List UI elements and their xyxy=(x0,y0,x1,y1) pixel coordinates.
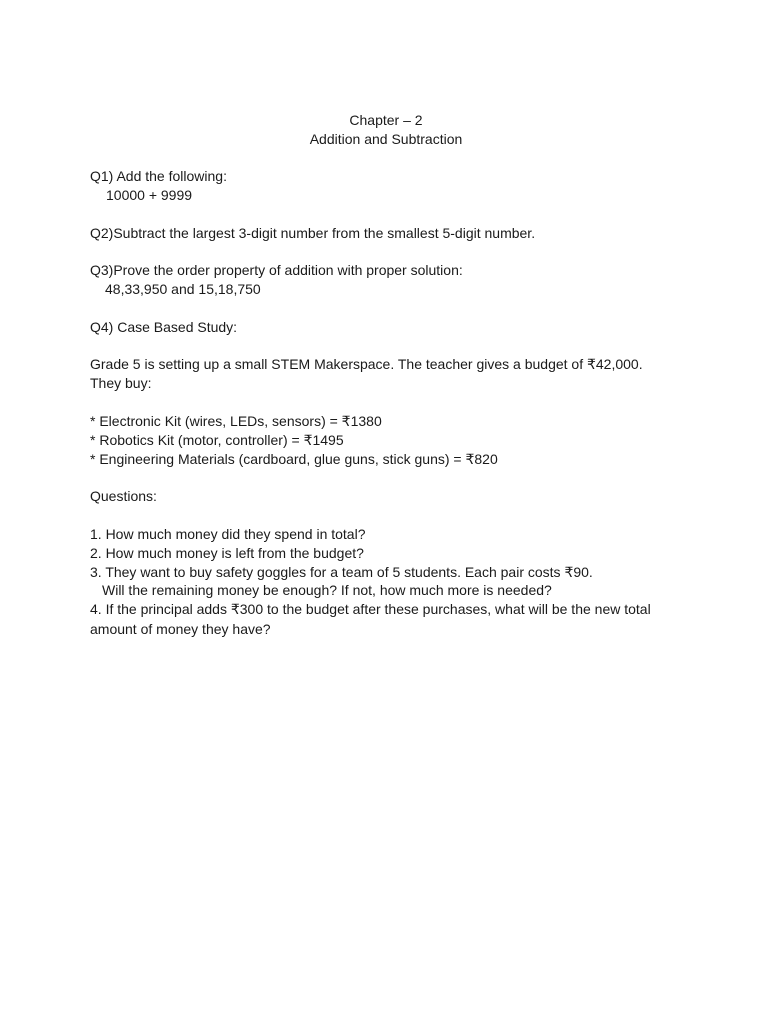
q4-intro-line-2: They buy: xyxy=(90,375,152,391)
q4-item: * Engineering Materials (cardboard, glue guns, stick guns) = ₹820 xyxy=(90,451,498,467)
q1-expression: 10000 + 9999 xyxy=(106,187,193,203)
question-line: 3. They want to buy safety goggles for a team of 5 students. Each pair costs ₹90. xyxy=(90,564,593,580)
q4-intro-line-1: Grade 5 is setting up a small STEM Makerspace. The teacher gives a budget of ₹42,000. xyxy=(90,356,643,372)
chapter-number: Chapter – 2 xyxy=(349,112,423,128)
question-line: 4. If the principal adds ₹300 to the budget after these purchases, what will be the new total xyxy=(90,601,651,617)
chapter-title: Addition and Subtraction xyxy=(309,131,463,147)
question-line-continued: amount of money they have? xyxy=(90,621,271,637)
q2-prompt: Q2)Subtract the largest 3-digit number from the smallest 5-digit number. xyxy=(90,225,536,241)
question-line-continued: Will the remaining money be enough? If not, how much more is needed? xyxy=(102,582,552,598)
q4-item: * Electronic Kit (wires, LEDs, sensors) = ₹1380 xyxy=(90,413,382,429)
q4-prompt: Q4) Case Based Study: xyxy=(90,319,238,335)
q1-prompt: Q1) Add the following: xyxy=(90,168,227,184)
question-line: 1. How much money did they spend in total? xyxy=(90,526,366,542)
q3-numbers: 48,33,950 and 15,18,750 xyxy=(105,281,261,297)
questions-heading: Questions: xyxy=(90,488,157,504)
q3-prompt: Q3)Prove the order property of addition with proper solution: xyxy=(90,262,463,278)
question-line: 2. How much money is left from the budget? xyxy=(90,545,364,561)
q4-item: * Robotics Kit (motor, controller) = ₹1495 xyxy=(90,432,344,448)
